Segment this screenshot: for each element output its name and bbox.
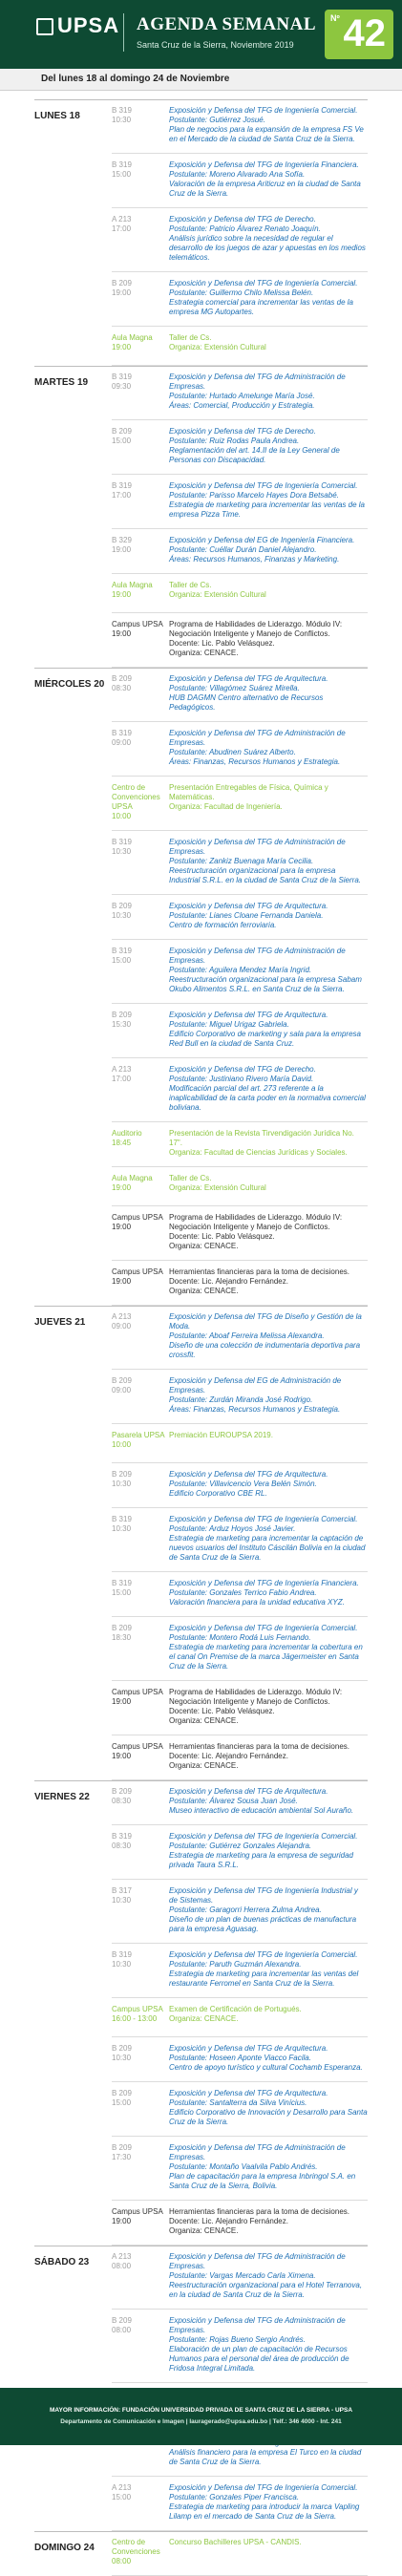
footer-info: MAYOR INFORMACIÓN: FUNDACIÓN UNIVERSIDAD PRIVADA DE SANTA CRUZ DE LA SIERRA - UPSA [49,2407,353,2414]
event-location-time: B 329 19:00 [112,536,132,554]
event-description: Exposición y Defensa del TFG de Ingeniería Financiera. Postulante: Moreno Alvarado Ana Sofía. Valoración de la empresa Ariticruz en la ciudad de Santa Cruz de la Sierra. [169,160,361,198]
day-name: MIÉRCOLES 20 [34,679,105,690]
event-location-time: Campus UPSA 19:00 [112,1213,163,1231]
event-location-time: Campus UPSA 19:00 [112,620,163,638]
logo-text: UPSA [57,13,120,37]
event-location-time: Centro de Convenciones 08:00 [112,2538,160,2565]
agenda-event [112,1261,368,1306]
event-location-time: B 209 08:30 [112,674,132,692]
event-description: Exposición y Defensa del TFG de Arquitectura. Postulante: Santalterra da Silva Vinícius. Edificio Corporativo de Innovación y Desarrollo para Santa Cruz de la Sierra. [169,2089,368,2126]
agenda-event [112,574,368,613]
event-location-time: B 319 08:30 [112,1832,132,1850]
agenda-event [112,154,368,208]
agenda-event [112,1206,368,1261]
agenda-event [112,2082,368,2137]
day-name: MARTES 19 [34,377,89,388]
day-name: VIERNES 22 [34,1792,90,1802]
event-description: Exposición y Defensa del TFG de Ingeniería Comercial. Postulante: Guillermo Chilo Melissa Belén. Estrategia comercial para incrementar las ventas de la empresa MG Autopartes. [169,279,358,316]
event-description: Exposición y Defensa del TFG de Derecho. Postulante: Ruiz Rodas Paula Andrea. Reglamentación del art. 14.II de la Ley General de Personas con Discapacidad. [169,427,340,464]
day-section [0,366,402,668]
event-description: Exposición y Defensa del TFG de Arquitectura. Postulante: Lianes Cloane Fernanda Daniela. Centro de formación ferroviaria. [169,902,328,929]
agenda-event [112,272,368,327]
agenda-event [112,327,368,366]
event-description: Programa de Habilidades de Liderazgo. Módulo IV: Negociación Inteligente y Manejo de Conflictos. Docente: Lic. Pablo Velásquez. Organiza: CENACE. [169,1213,343,1250]
event-location-time: B 209 08:30 [112,1787,132,1805]
page-title: AGENDA SEMANAL [137,14,317,34]
agenda-event [112,2246,368,2310]
event-location-time: B 319 10:30 [112,1515,132,1533]
event-location-time: B 209 10:30 [112,2044,132,2062]
agenda-event [112,1572,368,1617]
event-description: Examen de Certificación de Portugués. Organiza: CENACE. [169,2005,302,2023]
agenda-event [112,366,368,420]
event-location-time: B 317 10:30 [112,1886,132,1905]
agenda-event [112,1167,368,1206]
agenda-event [112,529,368,574]
event-description: Programa de Habilidades de Liderazgo. Módulo IV: Negociación Inteligente y Manejo de Conflictos. Docente: Lic. Pablo Velásquez. Organiza: CENACE. [169,620,343,657]
agenda-event [112,613,368,668]
event-description: Exposición y Defensa del TFG de Ingeniería Comercial. Postulante: Gutiérrez Gonzales Alejandra. Estrategia de marketing para la empresa de seguridad privada Taura S.R.L. [169,1832,358,1869]
event-location-time: Aula Magna 19:00 [112,581,153,599]
event-description: Exposición y Defensa del TFG de Administración de Empresas. Postulante: Aguilera Mendez María Ingrid. Reestructuración organizacional para la empresa Sabam Okubo Alimentos S.R.L. en Santa Cruz de la Sierra. [169,947,362,993]
event-location-time: B 319 10:30 [112,1950,132,1969]
week-range: Del lunes 18 al domingo 24 de Noviembre [41,74,230,84]
footer-contact: Departamento de Comunicación e Imagen | lauragerado@upsa.edu.bo | Telf.: 346 4000 - Int. 241 [60,2418,342,2425]
event-location-time: Campus UPSA 19:00 [112,1688,163,1706]
issue-number-label: Nº [330,13,340,23]
event-location-time: B 319 10:30 [112,106,132,124]
event-location-time: B 319 15:00 [112,160,132,179]
agenda-event [112,1944,368,1998]
upsa-logo [36,13,119,38]
day-section [0,99,402,366]
agenda-event [112,1735,368,1780]
event-location-time: Campus UPSA 19:00 [112,1267,163,1286]
agenda-event [112,420,368,475]
header-divider [123,13,124,52]
event-description: Exposición y Defensa del TFG de Arquitectura. Postulante: Hoseen Aponte Viacco Facila. Centro de apoyo turístico y cultural Cochamb Esperanza. [169,2044,363,2072]
event-description: Programa de Habilidades de Liderazgo. Módulo IV: Negociación Inteligente y Manejo de Conflictos. Docente: Lic. Pablo Velásquez. Organiza: CENACE. [169,1688,343,1725]
footer [0,2388,402,2445]
event-location-time: B 319 10:30 [112,838,132,856]
agenda-event [112,1780,368,1825]
day-section [0,1306,402,1780]
event-location-time: A 213 09:00 [112,1312,132,1331]
event-description: Exposición y Defensa del TFG de Ingeniería Comercial. Postulante: Gonzales Piper Francisca. Estrategia de marketing para introducir la marca Vapling Lilamp en el mercado de Santa Cruz de la Sierra. [169,2483,360,2521]
event-description: Herramientas financieras para la toma de decisiones. Docente: Lic. Alejandro Fernández. Organiza: CENACE. [169,2207,349,2235]
event-description: Exposición y Defensa del TFG de Administración de Empresas. Postulante: Rojas Bueno Sergio Andrés. Elaboración de un plan de capacitación de Recursos Humanos para el personal del área de producción de Fridosa Integral Limitada. [169,2316,349,2373]
agenda-event [112,1825,368,1880]
agenda-event [112,831,368,895]
issue-number-badge [325,10,393,59]
event-description: Exposición y Defensa del TFG de Arquitectura. Postulante: Miguel Urigaz Gabriela. Edificio Corporativo de marketing y sala para la empresa Red Bull en la ciudad de Santa Cruz. [169,1011,361,1048]
agenda-event [112,2531,368,2576]
event-location-time: B 319 15:00 [112,947,132,965]
agenda-event [112,895,368,940]
agenda-event [112,777,368,831]
agenda-event [112,1617,368,1681]
agenda-event [112,1998,368,2037]
week-range-bar [0,69,402,91]
event-location-time: B 319 09:30 [112,373,132,391]
agenda-event [112,99,368,154]
event-description: Taller de Cs. Organiza: Extensión Cultural [169,333,266,351]
day-name: JUEVES 21 [34,1317,86,1328]
day-section [0,1780,402,2246]
logo-icon [36,18,53,35]
event-description: Exposición y Defensa del TFG de Administración de Empresas. Postulante: Abudinen Suárez Alberto. Áreas: Finanzas, Recursos Humanos y Estrategia. [169,729,346,766]
agenda-event [112,1880,368,1944]
event-description: Análisis financiero para la empresa El Turco en la ciudad de Santa Cruz de la Sierra. [169,2448,362,2466]
event-description: Exposición y Defensa del TFG de Administración de Empresas. Postulante: Montaño Vaalvila Pablo Andrés. Plan de capacitación para la empresa Inbringol S.A. en Santa Cruz de la Sierra, Bolivia. [169,2143,356,2190]
agenda-event [112,1122,368,1167]
day-section [0,2531,402,2576]
agenda-event [112,2201,368,2246]
event-location-time: Aula Magna 19:00 [112,1174,153,1192]
event-description: Herramientas financieras para la toma de decisiones. Docente: Lic. Alejandro Fernández. Organiza: CENACE. [169,1742,349,1770]
event-location-time: B 209 08:00 [112,2316,132,2334]
event-location-time: Auditorio 18:45 [112,1129,142,1147]
event-description: Exposición y Defensa del TFG de Arquitectura. Postulante: Villavicencio Vera Belén Simón. Edificio Corporativo CBE RL. [169,1470,328,1498]
event-description: Exposición y Defensa del TFG de Arquitectura. Postulante: Villagómez Suárez Mirella. HUB DAGMN Centro alternativo de Recursos Pedagógicos. [169,674,328,712]
agenda-event [112,2037,368,2082]
event-location-time: A 213 17:00 [112,1065,132,1083]
event-description: Exposición y Defensa del TFG de Ingeniería Comercial. Postulante: Arduz Hoyos José Javier. Estrategia de marketing para incrementar la captación de nuevos usuarios del Instituto Cáscilán Bolivia en la ciudad de Santa Cruz de la Sierra. [169,1515,366,1562]
event-description: Exposición y Defensa del TFG de Ingeniería Financiera. Postulante: Gonzales Terrico Fabio Andrea. Valoración financiera para la unidad educativa XYZ. [169,1579,359,1607]
agenda-event [112,475,368,529]
event-location-time: B 209 15:00 [112,427,132,445]
event-location-time: B 209 09:00 [112,1376,132,1394]
event-description: Exposición y Defensa del TFG de Ingeniería Comercial. Postulante: Paruth Guzmán Alexandra. Estrategia de marketing para incrementar las ventas del restaurante Ferromel en Santa Cruz de la Sierra. [169,1950,359,1988]
event-location-time: B 209 10:30 [112,902,132,920]
event-location-time: B 209 18:30 [112,1624,132,1642]
day-name: SÁBADO 23 [34,2257,90,2267]
event-description: Exposición y Defensa del TFG de Diseño y Gestión de la Moda. Postulante: Aboaf Ferreira Melissa Alexandra. Diseño de una colección de indumentaria deportiva para crossfit. [169,1312,362,1359]
agenda-event [112,1681,368,1735]
event-location-time: B 209 15:30 [112,1011,132,1029]
event-description: Herramientas financieras para la toma de decisiones. Docente: Lic. Alejandro Fernández. Organiza: CENACE. [169,1267,349,1295]
event-description: Taller de Cs. Organiza: Extensión Cultural [169,581,266,599]
event-location-time: A 213 17:00 [112,215,132,233]
event-description: Exposición y Defensa del TFG de Ingeniería Comercial. Postulante: Gutiérrez Josué. Plan de negocios para la expansión de la empresa FS Ve en el Mercado de la ciudad de Santa Cruz de la Sierra. [169,106,364,143]
event-location-time: Campus UPSA 16:00 - 13:00 [112,2005,163,2023]
agenda-event [112,1463,368,1508]
event-location-time: A 213 08:00 [112,2252,132,2270]
event-location-time: A 213 15:00 [112,2483,132,2501]
event-location-time: B 209 15:00 [112,2089,132,2107]
agenda-event [112,1424,368,1463]
event-location-time: Campus UPSA 19:00 [112,1742,163,1760]
agenda-event [112,722,368,777]
event-description: Exposición y Defensa del TFG de Derecho. Postulante: Patricio Álvarez Renato Joaquín. Análisis jurídico sobre la necesidad de regular el desarrollo de los juegos de azar y apuestas en los medios telemáticos. [169,215,366,262]
event-description: Exposición y Defensa del TFG de Administración de Empresas. Postulante: Zankiz Buenaga María Cecilia. Reestructuración organizacional para la empresa Industrial S.R.L. en la ciudad de Santa Cruz de la Sierra. [169,838,361,884]
agenda-event [112,2137,368,2201]
event-description: Exposición y Defensa del TFG de Ingeniería Industrial y de Sistemas. Postulante: Garagorri Herrera Zulma Andrea. Diseño de un plan de buenas prácticas de manufactura para la empresa Aguasag. [169,1886,358,1933]
agenda-event [112,1508,368,1572]
agenda-event [112,208,368,272]
agenda-event [112,2310,368,2383]
event-description: Premiación EUROUPSA 2019. [169,1431,273,1439]
event-description: Exposición y Defensa del TFG de Derecho. Postulante: Justiniano Rivero María David. Modificación parcial del art. 273 referente a la inaplicabilidad de la carta poder en la normativa comercial boliviana. [169,1065,366,1112]
event-location-time: Pasarela UPSA 10:00 [112,1431,165,1449]
agenda-event [112,1004,368,1058]
event-description: Presentación de la Revista Tirvendigación Jurídica No. 17". Organiza: Facultad de Ciencias Jurídicas y Sociales. [169,1129,354,1157]
event-location-time: Aula Magna 19:00 [112,333,153,351]
event-description: Exposición y Defensa del TFG de Ingeniería Comercial. Postulante: Parisso Marcelo Hayes Dora Betsabé. Estrategia de marketing para incrementar las ventas de la empresa Pizza Time. [169,481,365,519]
event-location-time: B 209 19:00 [112,279,132,297]
agenda-event [112,2477,368,2531]
event-location-time: B 319 09:00 [112,729,132,747]
schedule [0,99,402,2576]
event-description: Exposición y Defensa del TFG de Arquitectura. Postulante: Álvarez Sousa Juan José. Museo interactivo de educación ambiental Sol Auraño. [169,1787,354,1815]
event-description: Taller de Cs. Organiza: Extensión Cultural [169,1174,266,1192]
event-location-time: B 319 17:00 [112,481,132,500]
event-description: Exposición y Defensa del EG de Administración de Empresas. Postulante: Zurdán Miranda José Rodrigo. Áreas: Finanzas, Recursos Humanos y Estrategia. [169,1376,342,1414]
event-description: Exposición y Defensa del EG de Ingeniería Financiera. Postulante: Cuéllar Durán Daniel Alejandro. Áreas: Recursos Humanos, Finanzas y Marketing. [169,536,355,564]
event-description: Presentación Entregables de Física, Química y Matemáticas. Organiza: Facultad de Ingeniería. [169,783,328,811]
agenda-event [112,668,368,722]
event-location-time: Centro de Convenciones UPSA 10:00 [112,783,160,820]
event-description: Exposición y Defensa del TFG de Ingeniería Comercial. Postulante: Montero Rodá Luis Fernando. Estrategia de marketing para incrementar la cobertura en el canal On Premise de la marca Jägermeister en Santa Cruz de la Sierra. [169,1624,363,1671]
page-subtitle: Santa Cruz de la Sierra, Noviembre 2019 [137,40,294,50]
agenda-event [112,1306,368,1370]
event-description: Exposición y Defensa del TFG de Administración de Empresas. Postulante: Hurtado Amelunge María José. Áreas: Comercial, Producción y Estrategia. [169,373,346,410]
event-description: Exposición y Defensa del TFG de Administración de Empresas. Postulante: Vargas Mercado Carla Ximena. Reestructuración organizacional para el Hotel Terranova, en la ciudad de Santa Cruz de la Sierra. [169,2252,363,2299]
header [0,0,402,69]
agenda-event [112,1370,368,1424]
issue-number: 42 [343,12,386,54]
day-section [0,668,402,1306]
event-location-time: B 209 17:30 [112,2143,132,2161]
event-location-time: B 209 10:30 [112,1470,132,1488]
agenda-event [112,940,368,1004]
event-description: Concurso Bachilleres UPSA - CANDIS. [169,2538,302,2546]
event-location-time: B 319 15:00 [112,1579,132,1597]
agenda-event [112,1058,368,1122]
day-name: DOMINGO 24 [34,2543,95,2553]
day-name: LUNES 18 [34,111,80,121]
event-location-time: Campus UPSA 19:00 [112,2207,163,2225]
